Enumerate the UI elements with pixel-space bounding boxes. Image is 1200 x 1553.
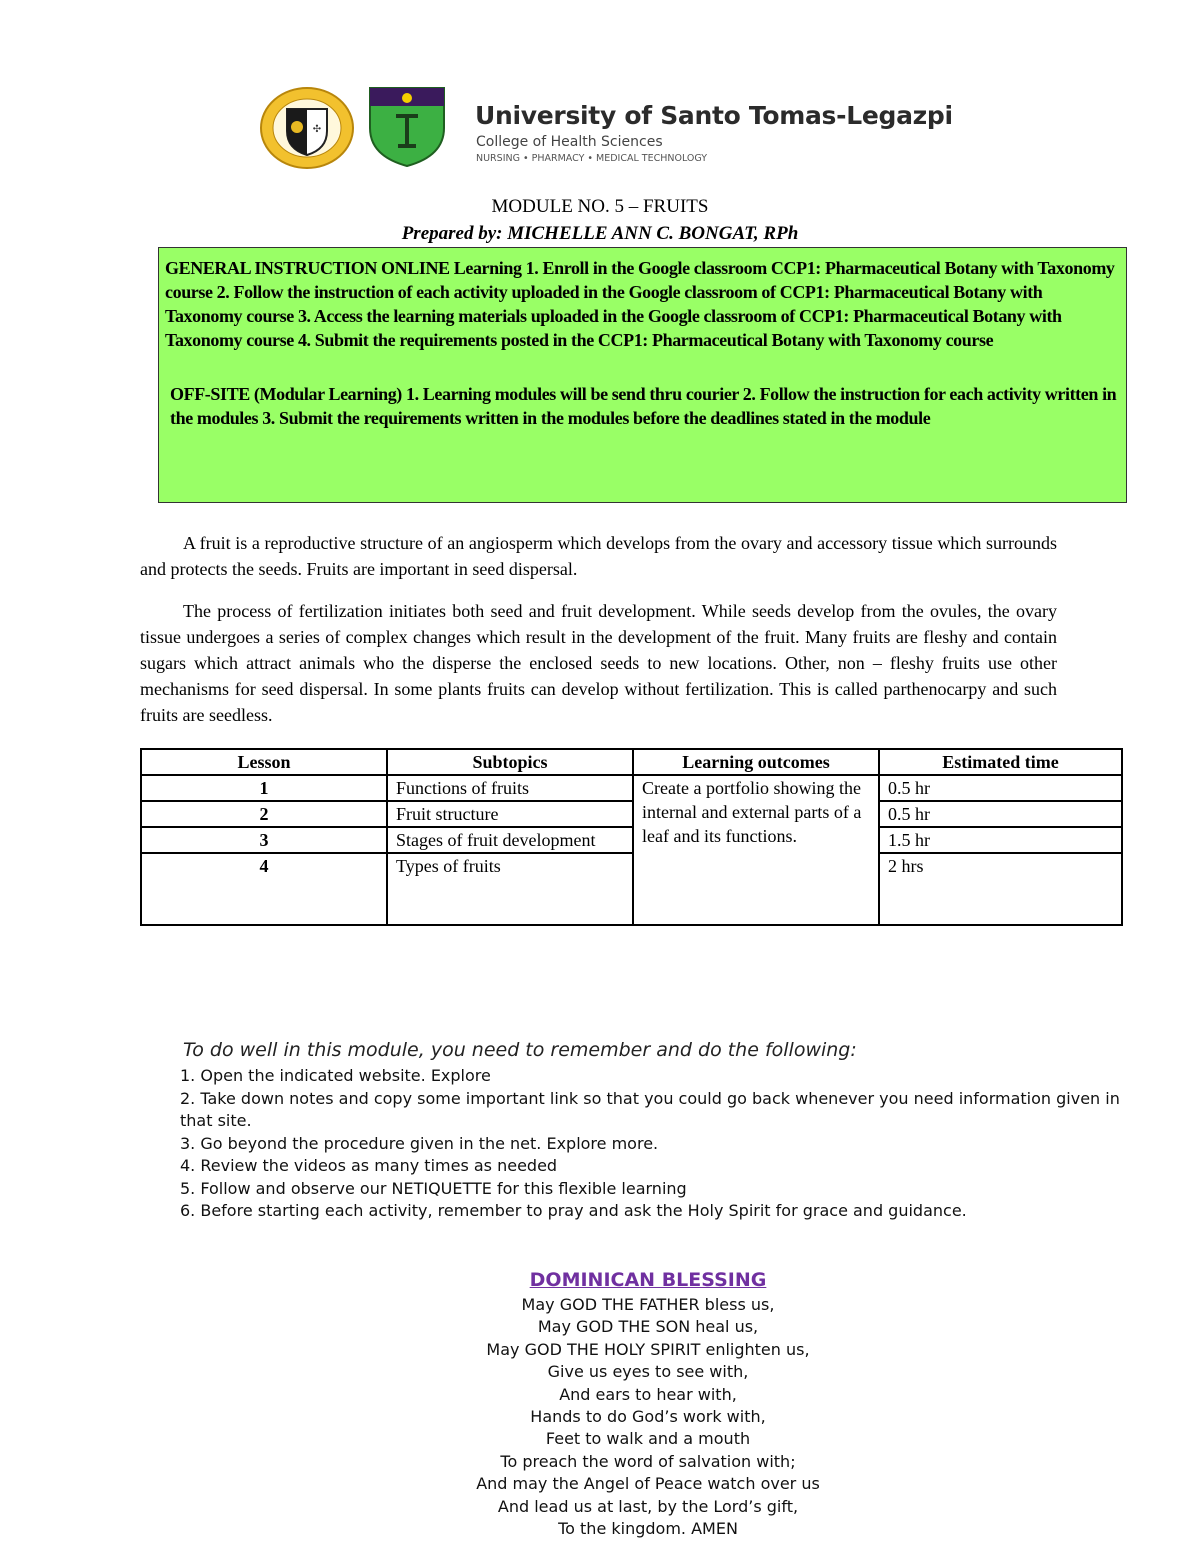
list-item: 4. Review the videos as many times as needed — [180, 1156, 558, 1175]
module-title: MODULE NO. 5 – FRUITS — [491, 196, 709, 217]
table-row — [141, 775, 1122, 801]
blessing-line: To preach the word of salvation with; — [500, 1451, 796, 1471]
blessing-line: And ears to hear with, — [559, 1384, 737, 1404]
lesson-number: 3 — [141, 827, 387, 853]
college-programs: NURSING • PHARMACY • MEDICAL TECHNOLOGY — [476, 153, 708, 164]
list-item: 3. Go beyond the procedure given in the net. Explore more. — [180, 1133, 659, 1153]
offsite-instructions: OFF-SITE (Modular Learning) 1. Learning modules will be send thru courier 2. Follow the instruction for each activity written in the modules 3. Submit the requirements written in the modules before the deadlines stated in the module — [170, 384, 1117, 428]
blessing-line: And may the Angel of Peace watch over us — [476, 1474, 820, 1494]
list-item: 6. Before starting each activity, remember to pray and ask the Holy Spirit for grace and guidance. — [180, 1201, 967, 1220]
blessing-line: To the kingdom. AMEN — [558, 1518, 738, 1538]
blessing-title: DOMINICAN BLESSING — [529, 1269, 767, 1291]
blessing-line: Hands to do God’s work with, — [530, 1406, 766, 1426]
intro-paragraph: A fruit is a reproductive structure of an angiosperm which develops from the ovary and accessory tissue which surrounds and protects the seeds. Fruits are important in seed dispersal. — [140, 533, 1057, 579]
learning-outcome: Create a portfolio showing the internal and external parts of a leaf and its functions. — [633, 775, 879, 925]
header-subtopics: Subtopics — [387, 749, 633, 775]
lesson-number: 4 — [141, 853, 387, 925]
todo-intro: To do well in this module, you need to remember and do the following: — [183, 1039, 857, 1061]
lesson-number: 1 — [141, 775, 387, 801]
blessing-text — [0, 1294, 1200, 1540]
general-instructions-box — [158, 247, 1127, 503]
header-outcomes: Learning outcomes — [633, 749, 879, 775]
todo-list — [180, 1065, 1120, 1223]
college-shield-logo — [368, 86, 446, 168]
table-header-row — [141, 749, 1122, 775]
subtopic: Fruit structure — [387, 801, 633, 827]
blessing-line: May GOD THE HOLY SPIRIT enlighten us, — [486, 1339, 810, 1359]
blessing-line: And lead us at last, by the Lord’s gift, — [497, 1496, 799, 1516]
prepared-by: Prepared by: MICHELLE ANN C. BONGAT, RPh — [401, 223, 799, 244]
list-item: 2. Take down notes and copy some important link so that you could go back whenever you need information given in that site. — [180, 1088, 1120, 1130]
subtopic: Stages of fruit development — [387, 827, 633, 853]
estimated-time: 0.5 hr — [879, 801, 1122, 827]
table-row — [141, 827, 1122, 853]
lesson-table — [140, 748, 1123, 926]
subtopic: Types of fruits — [387, 853, 633, 925]
table-row — [141, 853, 1122, 925]
header-lesson: Lesson — [141, 749, 387, 775]
svg-text:✣: ✣ — [312, 124, 322, 135]
subtopic: Functions of fruits — [387, 775, 633, 801]
header-time: Estimated time — [879, 749, 1122, 775]
estimated-time: 2 hrs — [879, 853, 1122, 925]
blessing-line: Feet to walk and a mouth — [545, 1429, 751, 1449]
list-item: 5. Follow and observe our NETIQUETTE for this flexible learning — [180, 1178, 687, 1198]
online-instructions: GENERAL INSTRUCTION ONLINE Learning 1. Enroll in the Google classroom CCP1: Pharmaceutical Botany with Taxonomy course 2. Follow the instruction of each activity uploaded in the Google classroom of CCP1: Pharmaceutical Botany with Taxonomy course 3. Access the learning materials uploaded in the Google classroom of CCP1: Pharmaceutical Botany with Taxonomy course 4. Submit the requirements posted in the CCP1: Pharmaceutical Botany with Taxonomy course — [165, 258, 1115, 350]
college-name: College of Health Sciences — [476, 134, 663, 150]
university-name: University of Santo Tomas-Legazpi — [475, 101, 953, 130]
list-item: 1. Open the indicated website. Explore — [180, 1066, 491, 1085]
university-seal-logo — [260, 87, 354, 169]
estimated-time: 1.5 hr — [879, 827, 1122, 853]
blessing-line: Give us eyes to see with, — [547, 1362, 749, 1382]
blessing-line: May GOD THE SON heal us, — [537, 1317, 759, 1337]
fertilization-paragraph: The process of fertilization initiates both seed and fruit development. While seeds develop from the ovules, the ovary tissue undergoes a series of complex changes which result in the development of the fruit. Many fruits are fleshy and contain sugars which attract animals who the disperse the enclosed seeds to new locations. Other, non – fleshy fruits use other mechanisms for seed dispersal. In some plants fruits can develop without fertilization. This is called parthenocarpy and such fruits are seedless. — [140, 601, 1057, 725]
blessing-line: May GOD THE FATHER bless us, — [521, 1295, 775, 1314]
lesson-number: 2 — [141, 801, 387, 827]
table-row — [141, 801, 1122, 827]
estimated-time: 0.5 hr — [879, 775, 1122, 801]
